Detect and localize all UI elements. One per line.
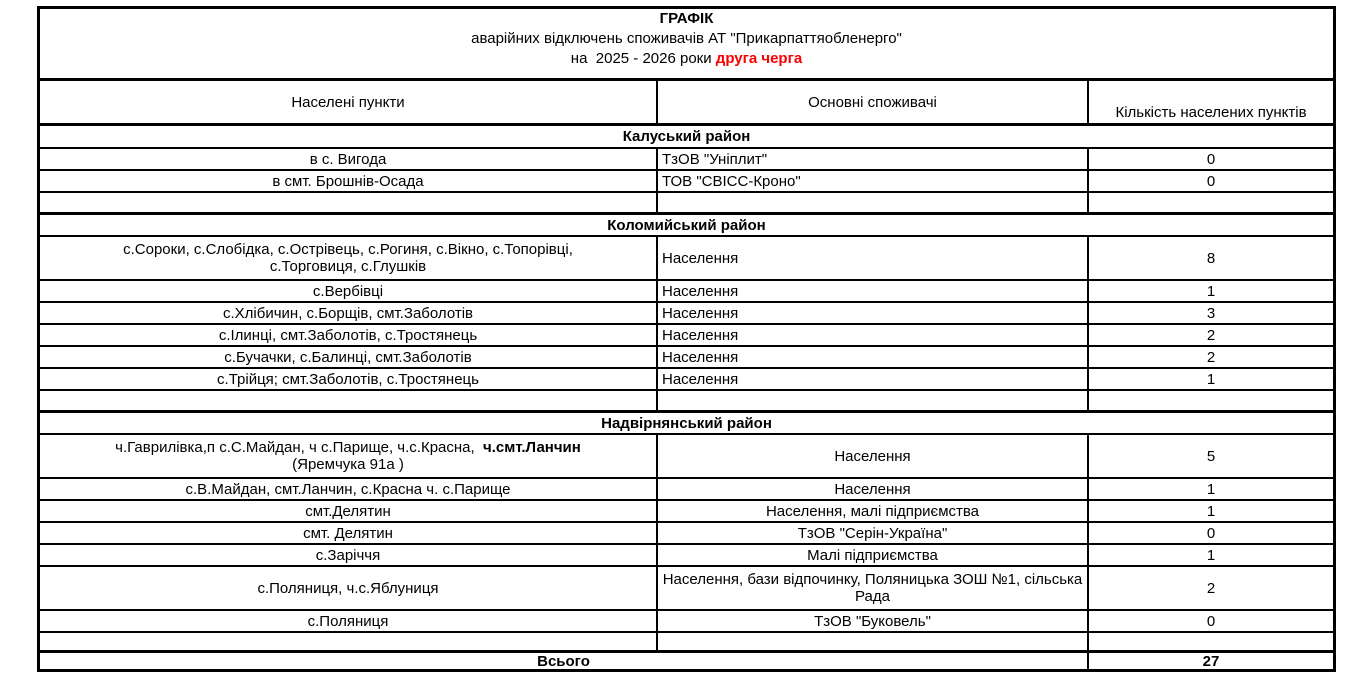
settlements-cell: с.Сороки, с.Слобідка, с.Острівець, с.Рогиня, с.Вікно, с.Топорівці, с.Торговиця, с.Глушків: [123, 241, 573, 275]
settlements-cell: с.Вербівці: [312, 282, 384, 300]
count-cell: 1: [1206, 502, 1216, 520]
document-title: ГРАФІК: [659, 10, 714, 27]
count-cell: 1: [1206, 480, 1216, 498]
settlements-cell: смт. Делятин: [303, 524, 393, 542]
count-cell: 1: [1206, 370, 1216, 388]
consumers-cell: Населення, малі підприємства: [765, 502, 980, 520]
consumers-cell: Малі підприємства: [807, 546, 938, 564]
consumers-cell: Населення: [662, 304, 739, 322]
total-count: 27: [1202, 653, 1220, 669]
settlements-cell: с.Хлібичин, с.Борщів, смт.Заболотів: [222, 304, 473, 322]
count-cell: 0: [1206, 524, 1216, 542]
settlements-line: [115, 439, 581, 456]
column-header-consumers: Основні споживачі: [808, 93, 937, 111]
settlements-cell: с.Бучачки, с.Балинці, смт.Заболотів: [224, 348, 472, 366]
settlements-cell: с.Трійця; смт.Заболотів, с.Тростянець: [217, 370, 479, 388]
consumers-cell: Населення: [662, 326, 739, 344]
settlements-cell: с.Поляниця: [307, 612, 389, 630]
column-header-count: Кількість населених пунктів: [1115, 104, 1307, 121]
column-header-settlements: Населені пункти: [291, 93, 405, 111]
count-cell: 5: [1206, 447, 1216, 465]
count-cell: 1: [1206, 546, 1216, 564]
consumers-cell: ТОВ "СВІСС-Кроно": [662, 172, 801, 190]
settlements-cell: смт.Делятин: [305, 502, 391, 520]
count-cell: 2: [1206, 326, 1216, 344]
settlements-cell: в смт. Брошнів-Осада: [272, 172, 424, 190]
count-cell: 2: [1206, 348, 1216, 366]
district-header: Коломийський район: [607, 216, 766, 234]
divider: [37, 191, 1336, 193]
count-cell: 2: [1206, 579, 1216, 597]
settlements-cell: [40, 435, 656, 477]
consumers-cell: Населення: [834, 447, 911, 465]
queue-label: друга черга: [715, 50, 803, 67]
period-text: на 2025 - 2026 роки: [570, 50, 712, 67]
divider: [37, 389, 1336, 391]
district-header: Калуський район: [622, 128, 751, 145]
settlements-cell: с.В.Майдан, смт.Ланчин, с.Красна ч. с.Парище: [185, 480, 511, 498]
consumers-cell: Населення: [662, 282, 739, 300]
consumers-cell: Населення: [834, 480, 911, 498]
consumers-cell: Населення: [662, 370, 739, 388]
count-cell: 8: [1206, 249, 1216, 267]
settlements-cell: с.Поляниця, ч.с.Яблуниця: [257, 579, 439, 597]
document-period: [571, 49, 802, 69]
settlements-cell: с.Ілинці, смт.Заболотів, с.Тростянець: [218, 326, 478, 344]
consumers-cell: ТзОВ "Буковель": [814, 612, 931, 630]
consumers-cell: ТзОВ "Серін-Україна": [797, 524, 948, 542]
total-label: Всього: [537, 653, 590, 669]
count-cell: 1: [1206, 282, 1216, 300]
title-block: [40, 9, 1333, 77]
count-cell: 0: [1206, 612, 1216, 630]
count-cell: 3: [1206, 304, 1216, 322]
district-header: Надвірнянський район: [601, 414, 772, 432]
consumers-cell: Населення: [662, 348, 739, 366]
settlements-cell: в с. Вигода: [309, 150, 387, 168]
consumers-cell: Населення, бази відпочинку, Поляницька ЗОШ №1, сільська Рада: [662, 571, 1083, 605]
divider: [37, 631, 1336, 633]
settlements-text: ч.Гаврилівка,п с.С.Майдан, ч с.Парище, ч.с.Красна,: [115, 439, 475, 456]
consumers-cell: ТзОВ "Уніплит": [662, 150, 768, 168]
document-subtitle: аварійних відключень споживачів АТ "Прикарпаттяобленерго": [471, 30, 902, 47]
count-cell: 0: [1206, 150, 1216, 168]
settlements-bold-text: ч.смт.Ланчин: [483, 439, 581, 456]
consumers-cell: Населення: [662, 249, 739, 267]
settlements-address: (Яремчука 91а ): [292, 456, 404, 473]
count-cell: 0: [1206, 172, 1216, 190]
settlements-cell: с.Заріччя: [315, 546, 381, 564]
